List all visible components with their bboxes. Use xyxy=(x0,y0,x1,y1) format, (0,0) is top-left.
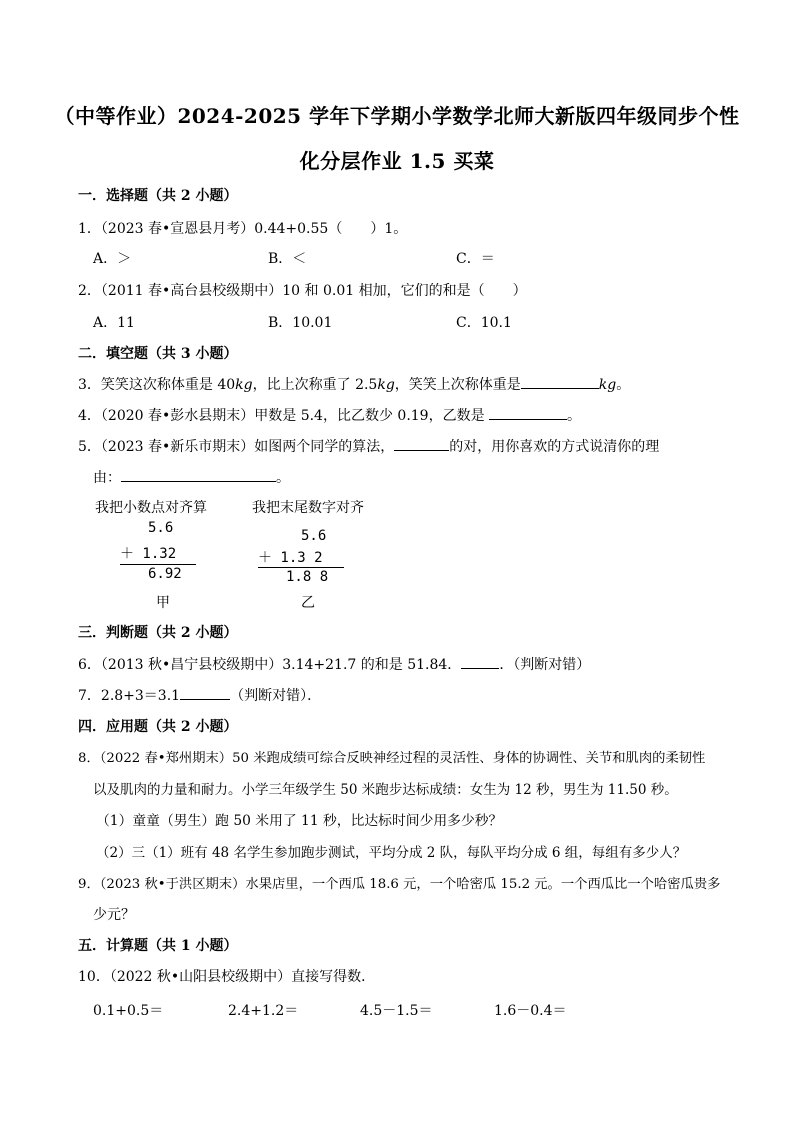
section-heading-fill: 二．填空题（共 3 小题） xyxy=(78,346,238,362)
q5-left-caption: 我把小数点对齐算 xyxy=(95,500,207,516)
section-heading-judge: 三．判断题（共 2 小题） xyxy=(78,625,238,641)
q5-right-row3: 1.8 8 xyxy=(286,569,329,585)
q5-line2-end: 。 xyxy=(276,470,290,486)
question-8-sub1: （1）童童（男生）跑 50 米用了 11 秒，比达标时间少用多少秒？ xyxy=(96,813,503,829)
question-8-line2: 以及肌肉的力量和耐力。小学三年级学生 50 米跑步达标成绩：女生为 12 秒，男生为 11.50 秒。 xyxy=(93,782,678,798)
q2-option-b: B．10.01 xyxy=(268,315,333,331)
q5-left-row1: 5.6 xyxy=(148,520,174,536)
section-heading-calc: 五．计算题（共 1 小题） xyxy=(78,938,238,954)
question-3-text xyxy=(78,374,630,394)
q6-end: ．（判断对错） xyxy=(499,657,591,673)
q1-option-c: C．＝ xyxy=(456,251,495,267)
q3-unit1: kg xyxy=(235,377,253,393)
q4-pre: 4．（2020 春•彭水县期末）甲数是 5.4，比乙数少 0.19，乙数是 xyxy=(78,408,490,424)
q3-mid: ，比上次称重了 2.5 xyxy=(252,377,378,393)
q3-pre: 3．笑笑这次称体重是 40 xyxy=(78,377,236,393)
question-1-text: 1．（2023 春•宣恩县月考）0.44+0.55（ ）1。 xyxy=(78,221,408,237)
question-8-sub2: （2）三（1）班有 48 名学生参加跑步测试，平均分成 2 队，每队平均分成 6 组，每组有多少人？ xyxy=(96,845,687,861)
q6-pre: 6．（2013 秋•昌宁县校级期中）3.14+21.7 的和是 51.84． xyxy=(78,657,462,673)
q1-option-a: A．＞ xyxy=(93,251,132,267)
section-heading-choice: 一．选择题（共 2 小题） xyxy=(78,188,238,204)
question-4-text xyxy=(78,405,581,425)
q5-line2-pre: 由： xyxy=(93,470,121,486)
q1-option-b: B．＜ xyxy=(268,251,307,267)
question-8-line1: 8．（2022 春•郑州期末）50 米跑成绩可综合反映神经过程的灵活性、身体的协调性、关节和肌肉的柔韧性 xyxy=(78,751,706,766)
page-title-line2: 化分层作业 1.5 买菜 xyxy=(299,149,495,173)
q5-left-row2: ＋ 1.32 xyxy=(120,546,177,562)
q5-right-label: 乙 xyxy=(301,595,315,611)
question-10-text: 10．（2022 秋•山阳县校级期中）直接写得数． xyxy=(78,969,376,985)
q3-answer-blank[interactable] xyxy=(521,374,599,389)
question-5-line2 xyxy=(93,467,290,487)
q10-item-1: 0.1+0.5＝ xyxy=(93,1003,164,1019)
q5-right-row1: 5.6 xyxy=(301,528,327,544)
q5-left-rule xyxy=(120,564,196,565)
q7-end: （判断对错）． xyxy=(230,688,322,704)
q5-pre: 5．（2023 春•新乐市期末）如图两个同学的算法， xyxy=(78,439,395,455)
q5-mid: 的对，用你喜欢的方式说清你的理 xyxy=(449,439,660,455)
question-6-text xyxy=(78,654,590,674)
q5-left-row3: 6.92 xyxy=(148,566,182,582)
q2-option-a: A．11 xyxy=(93,315,135,331)
q10-item-2: 2.4+1.2＝ xyxy=(228,1003,299,1019)
q6-answer-blank[interactable] xyxy=(461,654,499,669)
question-7-text xyxy=(78,685,321,705)
question-9-line2: 少元？ xyxy=(93,907,135,923)
q5-answer-blank-1[interactable] xyxy=(394,436,449,451)
q3-unit3: kg xyxy=(598,377,617,393)
q5-right-caption: 我把末尾数字对齐 xyxy=(252,500,364,516)
q5-right-rule xyxy=(258,567,344,568)
q7-pre: 7．2.8+3＝3.1 xyxy=(78,688,181,704)
question-5-text xyxy=(78,436,659,456)
question-9-line1: 9．（2023 秋•于洪区期末）水果店里，一个西瓜 18.6 元，一个哈密瓜 15.2 元。一个西瓜比一个哈密瓜贵多 xyxy=(78,877,721,892)
section-heading-application: 四．应用题（共 2 小题） xyxy=(78,719,238,735)
q3-end: 。 xyxy=(616,377,631,393)
q4-answer-blank[interactable] xyxy=(489,405,567,420)
q5-right-row2: ＋ 1.3 2 xyxy=(258,550,323,566)
q7-answer-blank[interactable] xyxy=(180,685,230,700)
q10-item-4: 1.6－0.4＝ xyxy=(494,1003,567,1019)
q3-unit2: kg xyxy=(377,377,395,393)
q3-post: ，笑笑上次称体重是 xyxy=(394,377,521,393)
q5-answer-blank-2[interactable] xyxy=(121,467,276,482)
q5-left-label: 甲 xyxy=(156,595,170,611)
q10-item-3: 4.5－1.5＝ xyxy=(360,1003,433,1019)
page-title-line1: （中等作业）2024-2025 学年下学期小学数学北师大新版四年级同步个性 xyxy=(54,104,740,128)
q4-end: 。 xyxy=(567,408,582,424)
q2-option-c: C．10.1 xyxy=(456,315,512,331)
question-2-text: 2．（2011 春•高台县校级期中）10 和 0.01 相加，它们的和是（ ） xyxy=(78,283,527,299)
